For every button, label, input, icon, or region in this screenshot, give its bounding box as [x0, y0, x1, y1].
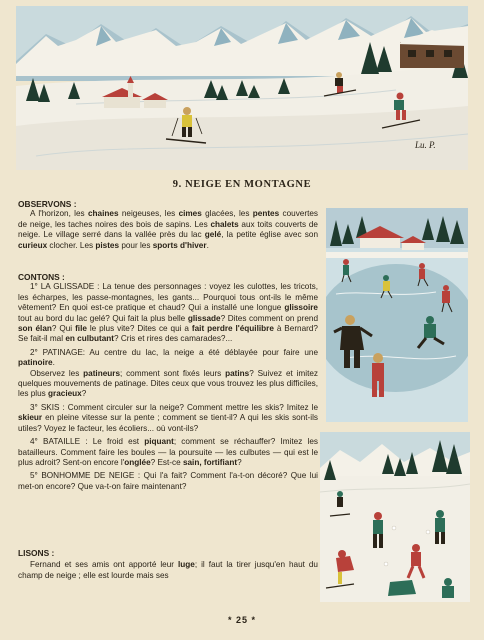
text-run: , la petite église avec son: [221, 230, 319, 240]
bold-term: file: [75, 324, 87, 334]
text-run: ?: [81, 389, 87, 399]
text-run: tout au bord du lac gelé? Qui fait la plus belle: [18, 313, 188, 323]
section-lisons: [18, 548, 318, 581]
text-run: ? Suivez et imitez quelques mouvements de patinage. Dites ceux que vous trouvez les plus difficiles, les plus: [18, 368, 318, 399]
text-run: pour les: [119, 240, 153, 250]
snowball-fight-illustration: [320, 432, 470, 602]
text-run: A l'horizon, les: [30, 209, 88, 219]
bold-term: cimes: [178, 209, 202, 219]
bold-term: chalets: [210, 219, 239, 229]
text-run: en pleine vitesse sur la pente ; comment se tient-il? A qui les skis sont-ils utiles? Voyez le facteur, les écoliers... où vont-ils?: [18, 413, 318, 433]
bold-term: patineurs: [83, 368, 120, 378]
bold-term: en culbutant: [65, 334, 114, 344]
text-run: neigeuses, les: [118, 209, 179, 219]
contons-item-skis: [18, 403, 318, 434]
text-run: ? Qui: [51, 324, 76, 334]
text-run: 4° BATAILLE : Le froid est: [30, 437, 145, 447]
bold-term: son élan: [18, 324, 52, 334]
bold-term: curieux: [18, 240, 48, 250]
bold-term: piquant: [144, 437, 174, 447]
bold-term: glissade: [187, 313, 221, 323]
bold-term: luge: [177, 560, 195, 570]
bold-term: onglée: [124, 457, 151, 467]
contons-item-patinage: [18, 348, 318, 369]
bold-term: patinoire: [18, 358, 53, 368]
lisons-label: LISONS :: [18, 548, 55, 558]
text-run: le plus vite? Dites ce qui a: [86, 324, 192, 334]
bold-term: glissoire: [284, 303, 318, 313]
bold-term: pentes: [252, 209, 280, 219]
text-run: ? Cris et rires des camarades?...: [114, 334, 233, 344]
section-observons: [18, 199, 318, 251]
observons-label: OBSERVONS :: [18, 199, 77, 209]
text-run: ?: [237, 457, 242, 467]
text-run: .: [206, 240, 209, 250]
section-contons: [18, 272, 318, 492]
artist-signature: Lu. P.: [415, 140, 436, 150]
text-run: ? Dites comment on prend: [220, 313, 318, 323]
bold-term: sports d'hiver: [152, 240, 207, 250]
text-run: clocher. Les: [47, 240, 96, 250]
lesson-title: [0, 179, 484, 190]
contons-item-bonhomme: [18, 471, 318, 492]
contons-label: CONTONS :: [18, 272, 65, 282]
text-run: 2° PATINAGE: Au centre du lac, la neige a été déblayée pour faire une: [30, 347, 318, 357]
text-run: 1° LA GLISSADE : La tenue des personnages : voyez les culottes, les tricots, les écharpes, les passe-montagnes, les gants... Pourquoi tous ont-ils le même vêtement? En quoi est-ce pratique et chaud? Qui a installé une longue: [18, 282, 318, 313]
text-run: couvertes de neige, les taches noires des bois de sapins. Les: [18, 209, 318, 229]
bold-term: patins: [225, 368, 250, 378]
bold-term: pistes: [95, 240, 120, 250]
text-run: ? Est-ce: [150, 457, 183, 467]
bold-term: gracieux: [48, 389, 82, 399]
bold-term: fait perdre l'équilibre: [191, 324, 274, 334]
text-run: .: [52, 358, 55, 368]
lesson-title-text: NEIGE EN MONTAGNE: [185, 179, 312, 190]
text-run: 3° SKIS : Comment circuler sur la neige? Comment mettre les skis? Imitez le: [30, 402, 318, 412]
bold-term: sain, fortifiant: [182, 457, 238, 467]
text-run: 5° BONHOMME DE NEIGE : Qui l'a fait? Comment l'a-t-on décoré? Que lui met-on encore? Que va-t-on faire maintenant?: [18, 471, 318, 491]
bold-term: chaines: [88, 209, 119, 219]
contons-item-patinage-detail: [18, 369, 318, 400]
mountain-landscape-illustration: [16, 6, 468, 170]
text-run: aux toits couverts de neige. Le village serré dans la vallée près du lac: [18, 219, 318, 240]
bold-term: skieur: [18, 413, 43, 423]
observons-paragraph: [18, 209, 318, 251]
text-run: glacées, les: [201, 209, 253, 219]
contons-item-glissade: [18, 282, 318, 344]
page-number: * 25 *: [227, 615, 257, 625]
skating-lake-illustration: [326, 208, 468, 422]
text-run: ; comment se réchauffer? Imitez les batailleurs. Comment faire les boules — la poursuite — les culbutes — qui est le plus adroit? Sent-on encore l': [18, 437, 318, 467]
text-run: ; comment sont fixés leurs: [120, 368, 226, 378]
text-run: à Bernard? Se fait-il mal: [18, 324, 318, 344]
text-run: Observez les: [30, 368, 84, 378]
lesson-number: 9.: [172, 179, 182, 190]
text-run: ; il faut la tirer jusqu'en haut du champ de neige ; elle est lourde mais ses: [18, 560, 318, 580]
contons-item-bataille: [18, 437, 318, 468]
bold-term: gelé: [204, 230, 222, 240]
text-run: Fernand et ses amis ont apporté leur: [30, 560, 178, 570]
lisons-paragraph: [18, 560, 318, 581]
